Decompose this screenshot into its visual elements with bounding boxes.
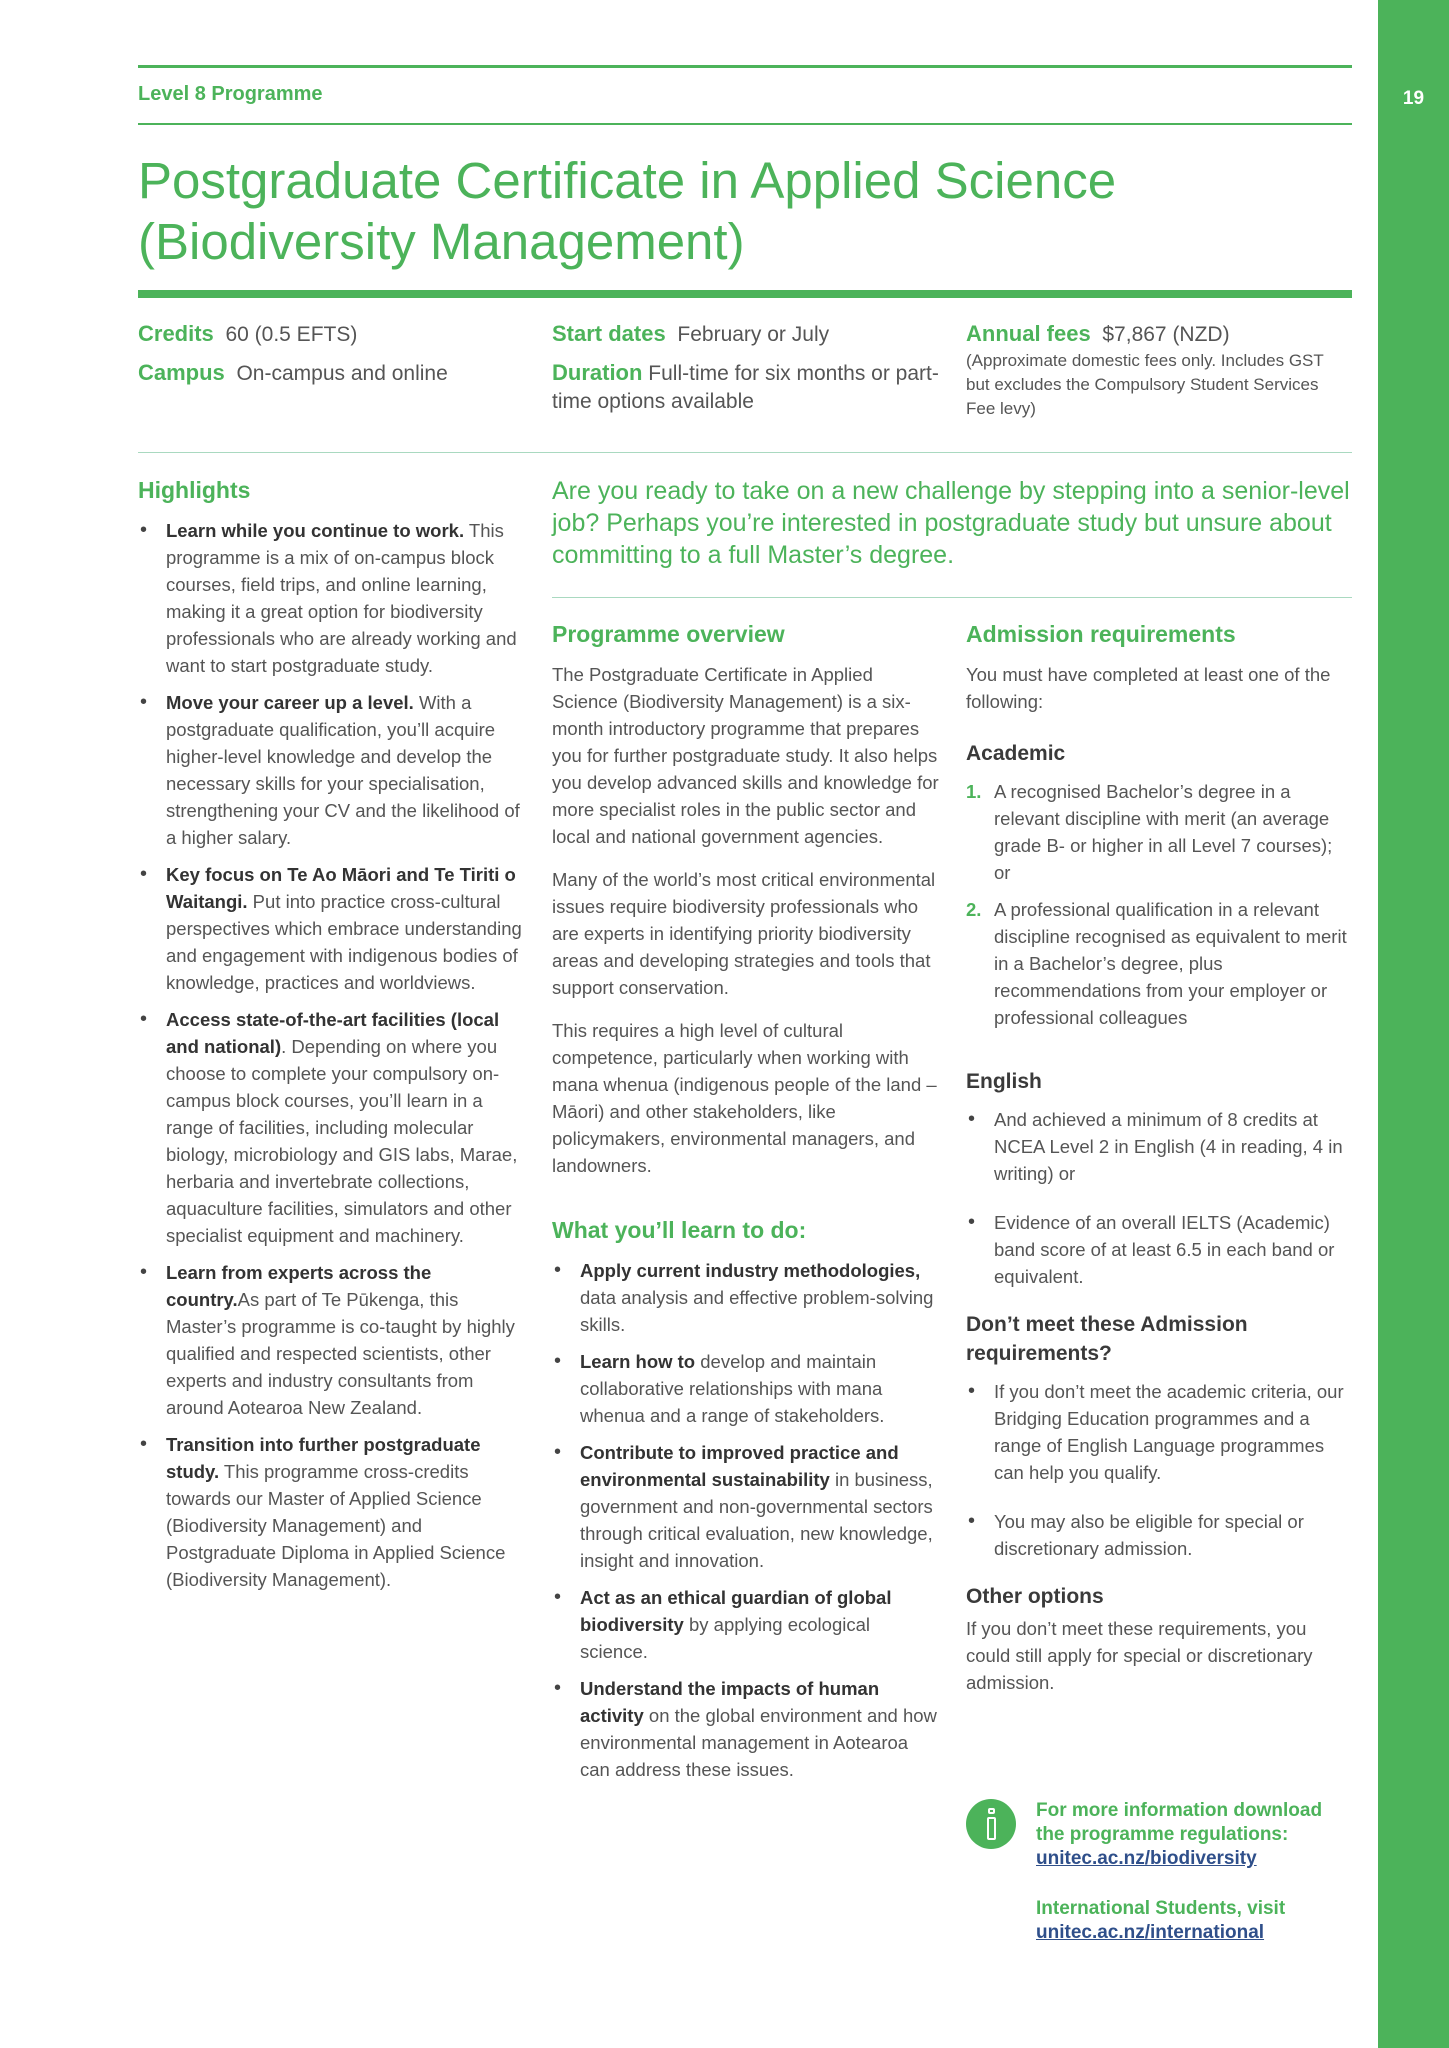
campus-value: On-campus and online bbox=[236, 362, 448, 385]
academic-list bbox=[966, 778, 1352, 1031]
learn-text: in business, government and non-governmental sectors through critical evaluation, new knowledge, insight and innovation. bbox=[580, 1469, 933, 1571]
list-item: • You may also be eligible for special or discretionary admission. bbox=[966, 1508, 1352, 1562]
start-dates-value: February or July bbox=[677, 323, 830, 346]
learn-heading: What you’ll learn to do: bbox=[552, 1217, 807, 1243]
list-item: • Evidence of an overall IELTS (Academic) band score of at least 6.5 in each band or equivalent. bbox=[966, 1209, 1352, 1290]
intro-statement: Are you ready to take on a new challenge by stepping into a senior-level job? Perhaps you’re interested in postgraduate study but unsure about committing to a full Master’s degree. bbox=[552, 477, 1350, 569]
highlight-text: With a postgraduate qualification, you’ll acquire higher-level knowledge and develop the necessary skills for your specialisation, strengthening your CV and the likelihood of a higher salary. bbox=[166, 692, 520, 848]
highlight-bold: Learn while you continue to work. bbox=[166, 520, 465, 541]
list-item bbox=[138, 1006, 528, 1249]
list-number: 1. bbox=[966, 781, 982, 802]
highlight-bold: Learn from experts across the country. bbox=[166, 1262, 432, 1310]
facts-column-1 bbox=[138, 320, 528, 398]
highlights-heading: Highlights bbox=[138, 477, 251, 503]
regulations-link[interactable]: unitec.ac.nz/biodiversity bbox=[1036, 1848, 1257, 1869]
admission-heading: Admission requirements bbox=[966, 621, 1236, 647]
english-heading: English bbox=[966, 1070, 1042, 1093]
overview-paragraph: Many of the world’s most critical environmental issues require biodiversity professionals who are experts in identifying priority biodiversity areas and developing strategies and tools that support conservation. bbox=[552, 869, 936, 998]
list-item bbox=[552, 1675, 942, 1783]
international-text: International Students, visit bbox=[1036, 1898, 1286, 1919]
learn-bold: Learn how to bbox=[580, 1351, 696, 1372]
admission-intro: You must have completed at least one of the following: bbox=[966, 664, 1331, 712]
list-item bbox=[138, 1431, 528, 1593]
duration-value: Full-time for six months or part-time options available bbox=[552, 362, 939, 413]
highlight-bold: Transition into further postgraduate study. bbox=[166, 1434, 481, 1482]
list-item: • And achieved a minimum of 8 credits at NCEA Level 2 in English (4 in reading, 4 in writing) or bbox=[966, 1106, 1352, 1187]
credits-fact bbox=[138, 320, 528, 349]
highlight-text: As part of Te Pūkenga, this Master’s programme is co-taught by highly qualified and respected scientists, other experts and industry consultants from around Aotearoa New Zealand. bbox=[166, 1289, 515, 1418]
campus-fact bbox=[138, 359, 528, 388]
fees-label: Annual fees bbox=[966, 321, 1091, 346]
list-item bbox=[966, 778, 1352, 886]
header-rule-top bbox=[138, 65, 1352, 68]
learn-text: by applying ecological science. bbox=[580, 1614, 870, 1662]
dont-meet-list bbox=[966, 1378, 1352, 1562]
learn-bold: Understand the impacts of human activity bbox=[580, 1678, 880, 1726]
info-text: For more information download the programme regulations: bbox=[1036, 1800, 1323, 1845]
info-icon-stem bbox=[987, 1817, 996, 1840]
learn-bold: Contribute to improved practice and environmental sustainability bbox=[580, 1442, 899, 1490]
fees-note: (Approximate domestic fees only. Includes GST but excludes the Compulsory Student Services Fee levy) bbox=[966, 351, 1324, 418]
title-line-2: (Biodiversity Management) bbox=[138, 213, 745, 270]
highlight-bold: Move your career up a level. bbox=[166, 692, 414, 713]
list-item bbox=[552, 1439, 942, 1574]
intro-divider bbox=[552, 597, 1352, 598]
list-item: • If you don’t meet the academic criteria, our Bridging Education programmes and a range of English Language programmes can help you qualify. bbox=[966, 1378, 1352, 1486]
other-options-text: If you don’t meet these requirements, you could still apply for special or discretionary admission. bbox=[966, 1618, 1313, 1693]
start-dates-fact bbox=[552, 320, 942, 349]
facts-divider bbox=[138, 452, 1352, 453]
overview-paragraph: This requires a high level of cultural competence, particularly when working with mana whenua (indigenous people of the land – Māori) and other stakeholders, like policymakers, environmental managers, and landowners. bbox=[552, 1020, 937, 1176]
overview-paragraph: The Postgraduate Certificate in Applied Science (Biodiversity Management) is a six-month introductory programme that prepares you for further postgraduate study. It also helps you develop advanced skills and knowledge for more specialist roles in the public sector and local and national government agencies. bbox=[552, 664, 939, 847]
learn-text: on the global environment and how environmental management in Aotearoa can address these issues. bbox=[580, 1705, 937, 1780]
credits-value: 60 (0.5 EFTS) bbox=[225, 323, 358, 346]
highlight-text: This programme is a mix of on-campus block courses, field trips, and online learning, making it a great option for biodiversity professionals who are already working and want to start postgraduate study. bbox=[166, 520, 517, 676]
learn-list bbox=[552, 1257, 942, 1783]
title-rule bbox=[138, 290, 1352, 298]
page-sidebar bbox=[1378, 0, 1449, 2048]
campus-label: Campus bbox=[138, 360, 225, 385]
page-title bbox=[138, 150, 1338, 272]
learn-text: develop and maintain collaborative relationships with mana whenua and a range of stakeholders. bbox=[580, 1351, 885, 1426]
list-item bbox=[138, 861, 528, 996]
learn-bold: Apply current industry methodologies, bbox=[580, 1260, 921, 1281]
start-dates-label: Start dates bbox=[552, 321, 666, 346]
info-icon bbox=[966, 1799, 1016, 1849]
academic-text: A professional qualification in a relevant discipline recognised as equivalent to merit in a Bachelor’s degree, plus recommendations from your employer or professional colleagues bbox=[994, 899, 1347, 1028]
highlight-text: This programme cross-credits towards our Master of Applied Science (Biodiversity Management) and Postgraduate Diploma in Applied Science (Biodiversity Management). bbox=[166, 1461, 506, 1590]
learn-text: data analysis and effective problem-solving skills. bbox=[580, 1287, 934, 1335]
list-item bbox=[138, 517, 528, 679]
english-list bbox=[966, 1106, 1352, 1290]
international-link[interactable]: unitec.ac.nz/international bbox=[1036, 1922, 1265, 1943]
list-number: 2. bbox=[966, 899, 982, 920]
programme-level: Level 8 Programme bbox=[138, 83, 323, 105]
other-options-heading: Other options bbox=[966, 1585, 1104, 1608]
list-item bbox=[138, 1259, 528, 1421]
duration-label: Duration bbox=[552, 360, 643, 385]
list-item bbox=[552, 1257, 942, 1338]
list-item bbox=[138, 689, 528, 851]
highlights-section bbox=[138, 475, 528, 1603]
title-line-1: Postgraduate Certificate in Applied Science bbox=[138, 152, 1117, 209]
info-icon-dot bbox=[988, 1808, 995, 1814]
highlight-bold: Key focus on Te Ao Māori and Te Tiriti o Waitangi. bbox=[166, 864, 516, 912]
fees-fact bbox=[966, 320, 1346, 349]
highlight-bold: Access state-of-the-art facilities (local and national) bbox=[166, 1009, 500, 1057]
info-box bbox=[1036, 1799, 1336, 1945]
dont-meet-heading: Don’t meet these Admission requirements? bbox=[966, 1313, 1248, 1365]
fees-value: $7,867 (NZD) bbox=[1102, 323, 1230, 346]
learn-bold: Act as an ethical guardian of global biodiversity bbox=[580, 1587, 892, 1635]
facts-column-3 bbox=[966, 320, 1346, 421]
highlight-text: . Depending on where you choose to complete your compulsory on-campus block courses, you’ll learn in a range of facilities, including molecular biology, microbiology and GIS labs, Marae, herbaria and invertebrate collections, aquaculture facilities, simulators and other specialist equipment and machinery. bbox=[166, 1036, 518, 1246]
academic-text: A recognised Bachelor’s degree in a relevant discipline with merit (an average grade B- or higher in all Level 7 courses); or bbox=[994, 781, 1333, 883]
highlights-list bbox=[138, 517, 528, 1593]
overview-section bbox=[552, 619, 942, 1793]
facts-column-2 bbox=[552, 320, 942, 426]
list-item bbox=[966, 896, 1352, 1031]
highlight-text: Put into practice cross-cultural perspectives which embrace understanding and engagement with indigenous bodies of knowledge, practices and worldviews. bbox=[166, 891, 522, 993]
credits-label: Credits bbox=[138, 321, 214, 346]
page-number: 19 bbox=[1402, 88, 1425, 109]
list-item bbox=[552, 1584, 942, 1665]
duration-fact bbox=[552, 359, 942, 416]
list-item bbox=[552, 1348, 942, 1429]
overview-heading: Programme overview bbox=[552, 621, 785, 647]
header-rule-bottom bbox=[138, 123, 1352, 125]
admission-section bbox=[966, 619, 1352, 1712]
academic-heading: Academic bbox=[966, 742, 1066, 765]
